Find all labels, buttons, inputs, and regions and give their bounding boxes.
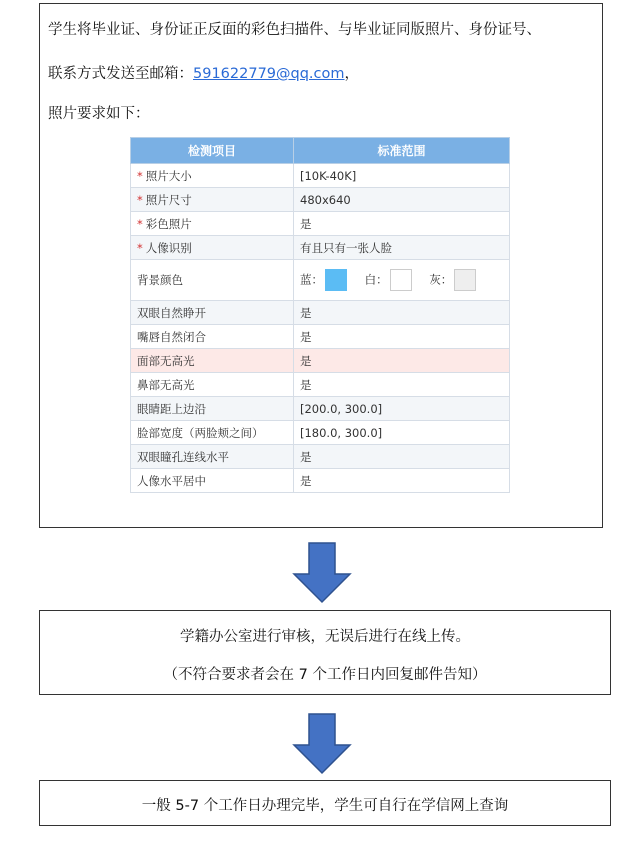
table-row [131, 373, 510, 397]
down-arrow-icon [292, 542, 352, 604]
white-label: 白： [364, 272, 388, 287]
table-row-highlighted [131, 349, 510, 373]
value-cell: 是 [294, 445, 510, 469]
table-row [131, 397, 510, 421]
value-cell: [180.0, 300.0] [294, 421, 510, 445]
required-star: * [137, 240, 143, 255]
value-cell: 是 [294, 373, 510, 397]
rejection-notice-text: （不符合要求者会在 7 个工作日内回复邮件告知） [163, 667, 487, 683]
item-cell: 背景颜色 [131, 260, 294, 301]
table-row [131, 469, 510, 493]
completion-text: 一般 5-7 个工作日办理完毕，学生可自行在学信网上查询 [141, 798, 509, 814]
down-arrow-icon [292, 713, 352, 775]
item-cell [131, 164, 294, 188]
item-cell: 面部无高光 [131, 349, 294, 373]
required-star: * [137, 192, 143, 207]
table-row [131, 188, 510, 212]
value-cell [294, 260, 510, 301]
item-cell: 脸部宽度（两脸颊之间） [131, 421, 294, 445]
header-item: 检测项目 [131, 138, 294, 164]
value-cell: 是 [294, 212, 510, 236]
item-cell: 双眼瞳孔连线水平 [131, 445, 294, 469]
table-row [131, 164, 510, 188]
step3-box [39, 780, 611, 826]
step2-box [39, 610, 611, 695]
intro-line-1: 学生将毕业证、身份证正反面的彩色扫描件、与毕业证同版照片、身份证号、 [48, 22, 541, 38]
required-star: * [137, 216, 143, 231]
item-label: 人像识别 [145, 240, 192, 255]
value-cell: 480x640 [294, 188, 510, 212]
gray-label: 灰： [429, 272, 453, 287]
item-cell: 眼睛距上边沿 [131, 397, 294, 421]
intro-line-2 [48, 62, 359, 83]
item-label: 照片大小 [145, 168, 192, 183]
item-cell [131, 212, 294, 236]
table-row [131, 260, 510, 301]
item-cell: 双眼自然睁开 [131, 301, 294, 325]
contact-suffix: ， [344, 66, 360, 82]
item-label: 彩色照片 [145, 216, 192, 231]
contact-label: 联系方式发送至邮箱： [48, 66, 193, 82]
value-cell: [200.0, 300.0] [294, 397, 510, 421]
review-text: 学籍办公室进行审核，无误后进行在线上传。 [180, 629, 470, 645]
item-cell [131, 188, 294, 212]
value-cell: 是 [294, 325, 510, 349]
value-cell: 是 [294, 349, 510, 373]
value-cell: 是 [294, 301, 510, 325]
item-cell: 人像水平居中 [131, 469, 294, 493]
table-row [131, 421, 510, 445]
value-cell: 有且只有一张人脸 [294, 236, 510, 260]
gray-swatch [454, 269, 476, 291]
white-swatch [390, 269, 412, 291]
table-header-row [131, 138, 510, 164]
header-range: 标准范围 [294, 138, 510, 164]
blue-swatch [325, 269, 347, 291]
photo-requirements-table [130, 137, 510, 493]
table-row [131, 325, 510, 349]
value-cell: [10K-40K] [294, 164, 510, 188]
table-row [131, 212, 510, 236]
item-cell: 鼻部无高光 [131, 373, 294, 397]
photo-requirements-label: 照片要求如下： [48, 106, 150, 122]
table-row [131, 301, 510, 325]
item-cell: 嘴唇自然闭合 [131, 325, 294, 349]
value-cell: 是 [294, 469, 510, 493]
blue-label: 蓝： [300, 272, 323, 287]
table-row [131, 236, 510, 260]
required-star: * [137, 168, 143, 183]
email-link[interactable]: 591622779@qq.com [193, 66, 345, 82]
step1-box [39, 3, 603, 528]
item-cell [131, 236, 294, 260]
table-row [131, 445, 510, 469]
item-label: 照片尺寸 [145, 192, 192, 207]
